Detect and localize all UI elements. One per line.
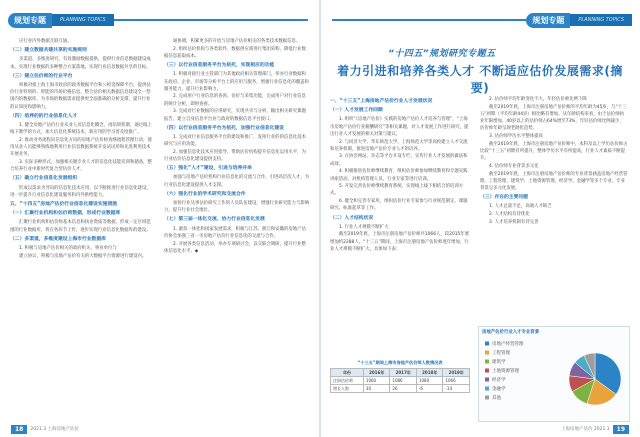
table-header-cell: 2017年: [390, 369, 417, 377]
article-title: 着力引进和培养各类人才 不断适应估价发展需求(摘要): [337, 64, 623, 95]
paragraph: 2. 完成用户行业信息的查询、估价与采集功能，完成用户对行业信息的统计分析，即时查看。: [164, 94, 306, 107]
data-table: [330, 368, 470, 393]
legend-swatch: [485, 351, 489, 355]
paragraph: 1. 健全房地产估价行业从业人员信息化概念，再培训机制，通过线上线下教学的方式，加大信息化系统技术，新应用的学习普及度推广。: [10, 123, 152, 136]
section-heading: （五）确立行业信息化发展组织: [10, 176, 78, 182]
section-heading: （四）培养的的行业信息化人才: [10, 113, 78, 119]
section-heading: （一）汇聚行业机构和估价师数据，形成行业数据库: [10, 211, 121, 217]
right-header: [332, 12, 632, 28]
paragraph: 2. 组织估价机构与各类软件、数据供应商进行集团采购，降低行业数据信息获取成本。: [164, 46, 306, 59]
right-header-rule: [332, 19, 526, 21]
paragraph: 1. 积极与房地产估价相关的政府机关、事业单位与: [19, 246, 117, 252]
legend-label: 其他: [492, 396, 501, 401]
paragraph: 截至2019年底，上海市注册房地产估价师共1066人，较2015年底增加约2288人。“十三五”期间，上海市注册房地产估价师逐年增加，行业人才规模不断扩大，具体如下表：: [330, 232, 470, 252]
section-heading: （三）建立估价师的行业平台: [10, 73, 73, 79]
left-page-number: 18: [11, 425, 27, 434]
legend-swatch: [485, 369, 489, 373]
paragraph: 2. 推动业务流程向信息化方向的房地产估价师查缮流程管理行动，使用从业人员能够熟练地利用行业信息数据系统开发试试用和先进利用技术开展业务。: [10, 137, 152, 158]
right-page-number: 19: [613, 425, 629, 434]
section-heading: （三）以行业信息服务平台为依托，实现相应的功能: [164, 63, 275, 69]
table-header-row: [331, 369, 470, 377]
paragraph: 加强与房地产估价机构行业信息化的交流与合作，引进高层次人才，为行业信息化建设提供人才支撑。: [164, 175, 310, 188]
paragraph: 应行业内外数据互联互通。: [19, 39, 72, 44]
section-heading: 一、“十三五”上海房地产估价行业人才发展状况: [330, 99, 433, 104]
paragraph: 6. 健全和完善专家库，组织估价行业专家参与行业规范制定、课题研究、标准起草等工作。: [330, 199, 468, 212]
right-column-2: [480, 96, 628, 322]
table-cell: 30: [363, 385, 390, 393]
paragraph: 加快行业从事估价研究工作的人员队伍建设，增强行业研究能力与影响力，提升行业社会地位。: [164, 201, 310, 214]
table-cell: 增长人数: [331, 385, 364, 393]
paragraph: 汇聚行业机构和估价师基本信息和执业资质等数据，形成一定区域范围的行业数据库，将在各环节上传，逐步实现行业信息化数据库的建设。: [10, 220, 151, 233]
legend-label: 工程管理: [492, 351, 510, 356]
paragraph: 4. 积极推进估价师继续教育，组织估价师参加继续教育和专题实践讲座活动，对机构管理人员、行业专家等进行培训。: [330, 169, 468, 182]
table-caption: “十三五”期间上海市房地产估价师人数情况表: [357, 360, 443, 365]
paragraph: 2. 开展各类信息活动，举办专项研讨会，以交联合调研，提升行业整体信息化水平。◆: [164, 241, 306, 254]
page-gutter: [319, 0, 321, 437]
right-section-subtitle: PLANNING TOPICS: [570, 14, 632, 26]
legend-swatch: [485, 396, 489, 400]
legend-label: 建筑学: [492, 360, 506, 365]
paragraph: 3. 在协会网站、杂志等平台开设专栏，宣传行业人才发展的做法和成效。: [330, 154, 468, 167]
chart-frame: [478, 326, 630, 422]
left-section-subtitle: PLANNING TOPICS: [52, 14, 114, 26]
chart-title: 房地产估价行业人才专业背景: [482, 330, 540, 335]
paragraph: 1. 人才总量不足，高端人才缺乏: [489, 204, 552, 210]
left-section-title: 规划专题: [8, 13, 52, 28]
section-heading: （六）强化行业的学术研究和交流合作: [164, 191, 246, 197]
section-heading: 五、“十四五”房地产估价行业信息化建设实施措施: [10, 202, 118, 208]
paragraph: 3. 完成对行业数据的应用研究，实现共享与分析，输出相关研究课题报告，建立自身信息平台业与政府的数据信息平台接口。: [164, 109, 306, 122]
legend-swatch: [485, 378, 489, 382]
section-heading: （七）第三届一体化交流、协力行业信息化发展: [164, 217, 265, 223]
paragraph: 3. 实际多种形式，加强相关键专业人才的信息化技能培训和储备，整合培养行业中新时代复合型估价人才。: [10, 160, 152, 173]
paragraph: 3. 估价师学历水平整体提高: [489, 134, 543, 140]
table-cell: 1066: [443, 377, 470, 385]
legend-swatch: [485, 360, 489, 364]
table-cell: -14: [443, 385, 470, 393]
section-heading: （二）建立数据共建共享的实施规则: [10, 48, 87, 54]
section-heading: （五）强化“人才”建设，引进与培养并举: [164, 166, 252, 172]
left-footer: [8, 424, 79, 434]
paragraph: 1. 紧扣一体化和国家发展需求，积极与江苏、浙江和安徽的房地产估价协会加强三省一市房地产估价行业信息化的交流与合作。: [164, 226, 306, 239]
right-column-1: [330, 96, 470, 254]
left-footer-text: 2021.3 上海房地产估价: [30, 427, 80, 432]
paragraph: 3. 人才培养机制有待完善: [489, 219, 539, 225]
section-heading: （三）存在的主要问题: [480, 195, 528, 201]
paragraph: 建立协议，积极与房地产估价有关的大数据平台资源进行建设内。: [19, 253, 147, 259]
table-cell: 1060: [363, 377, 390, 385]
legend-label: 金融学: [492, 387, 506, 392]
section-heading: （四）以行业信息服务平台为依托，加强行业信息化建设: [164, 125, 284, 131]
right-footer: [561, 424, 632, 434]
paragraph: 1. 积极对接行业主管部门为其他政府相关管理部门，举办行业数据和在政府、企业、市场等分析平台上的应用与服务，增强行业信息化的覆盖和服务能力，提升行业影响力。: [164, 72, 309, 92]
table-header-cell: 2018年: [416, 369, 443, 377]
paragraph: 2. 与同济大学、华东师范大学、上海师范大学等高校建立人才交流和培养机制，推进房地产估价专业人才的培养。: [330, 139, 468, 152]
table-cell: -6: [416, 385, 443, 393]
table-row: [331, 385, 470, 393]
paragraph: 多渠道、多维度研究，有效激励数据提供，提供行业信息数据建设成本。实现行业数据的多种整合方案落地。实现行业信息数据共享的目标。: [10, 57, 151, 70]
right-section-title: 规划专题: [526, 13, 570, 28]
right-footer-text: 上海房地产估价 2021.3: [560, 427, 610, 432]
section-heading: （一）人才发展工作回顾: [330, 108, 383, 114]
paragraph: 截至2019年底，上海市注册房地产估价师的平均年龄为45岁，与“十三五”初期（平均年龄44岁）相比略有增加。从年龄结构来看，由于估价师执业年限增加，40岁以上的估价师占64%增至73%，年轻估价师比例减少，估价师年龄呈现老龄化趋势。: [480, 104, 627, 132]
paragraph: 2. 加强信息化技术应用指导，帮助估价机构提升信息化运用水平，为行业估价信息化建设提供支持。: [164, 149, 306, 163]
left-header: [8, 12, 308, 28]
table-header-cell: 2016年: [363, 369, 390, 377]
left-header-rule: [114, 19, 308, 21]
paragraph: 1. 组织“《房地产估价》实践的房地产估价人才培养与管理”，“上海市房地产估价行业薪酬研究”等相关课题，对人才发展工作进行研究，提出行业人才发展的相关对策与建议。: [330, 117, 469, 137]
legend-label: 房地产经营管理: [492, 342, 524, 347]
paragraph: 2. 人才结构有待优化: [489, 212, 530, 218]
table-cell: 1080: [416, 377, 443, 385]
table-row: [331, 377, 470, 385]
paragraph: 5. 开发完善估价师继续教育系统，实现线上线下相结合的培训方式。: [330, 184, 464, 197]
legend-label: 土地资源管理: [492, 369, 519, 374]
table-header-cell: 2019年: [443, 369, 470, 377]
left-column-1: [10, 38, 154, 260]
table-cell: 1086: [390, 377, 417, 385]
pie-chart: [479, 327, 629, 421]
table-header-cell: 年份: [331, 369, 364, 377]
paragraph: 积极对接上海上海市政府的政务数据平台和公积金保障平台，提供估价行业特别的、智能的市场价格信息，整合估价相关数据信息建设全一型国内的数据库，为市场的数据需求提供更全面准确的分析支撑，提升行业的认知度和影响力。: [10, 83, 151, 110]
paragraph: 通协调，积累更多的开放与房地产估价相关的各类技术数据信息。: [173, 39, 301, 44]
paragraph: 形成以需求为导向的信息化技术应用，以不断推进行业信息化建设，进一步提升行业信息化建设服务和内外供给能力。: [10, 185, 151, 198]
table-cell: 注册估价师: [331, 377, 364, 385]
table-cell: 26: [390, 385, 417, 393]
left-column-2: [164, 38, 310, 255]
paragraph: 1. 行业人才规模不断扩大: [339, 224, 389, 230]
legend-swatch: [485, 342, 489, 346]
paragraph: 截至2019年底，上海市注册房地产估价师的专业背景涵盖房地产经营管理、工程管理、建筑学、土地资源管理、经济学、金融学等多个专业，专业背景呈多元化发展。: [480, 171, 628, 191]
paragraph: 1. 完成对行业信息服务平台的建设和推广，发挥行业的的信息化技术研究与应用功能。: [164, 134, 306, 148]
legend-swatch: [485, 387, 489, 391]
paragraph: 2. 估价师平均年龄变化不大，年轻估价师比例下降: [489, 97, 587, 102]
section-heading: （二）多渠道，多维度建设上海市行业数据库: [10, 236, 106, 242]
legend-label: 经济学: [492, 378, 506, 383]
section-heading: （二）人才结构状况: [330, 215, 374, 221]
article-supertitle: “十四五”规划研究专题五: [388, 49, 496, 59]
paragraph: 截至2019年底，上海市注册房地产估价师中，本科及以上学历估价师占比较“十三五”初期有所提升，整体学历水平有所提高，行业人才素质不断提升。: [480, 141, 628, 162]
paragraph: 4. 估价师专业背景多元化: [489, 163, 539, 169]
